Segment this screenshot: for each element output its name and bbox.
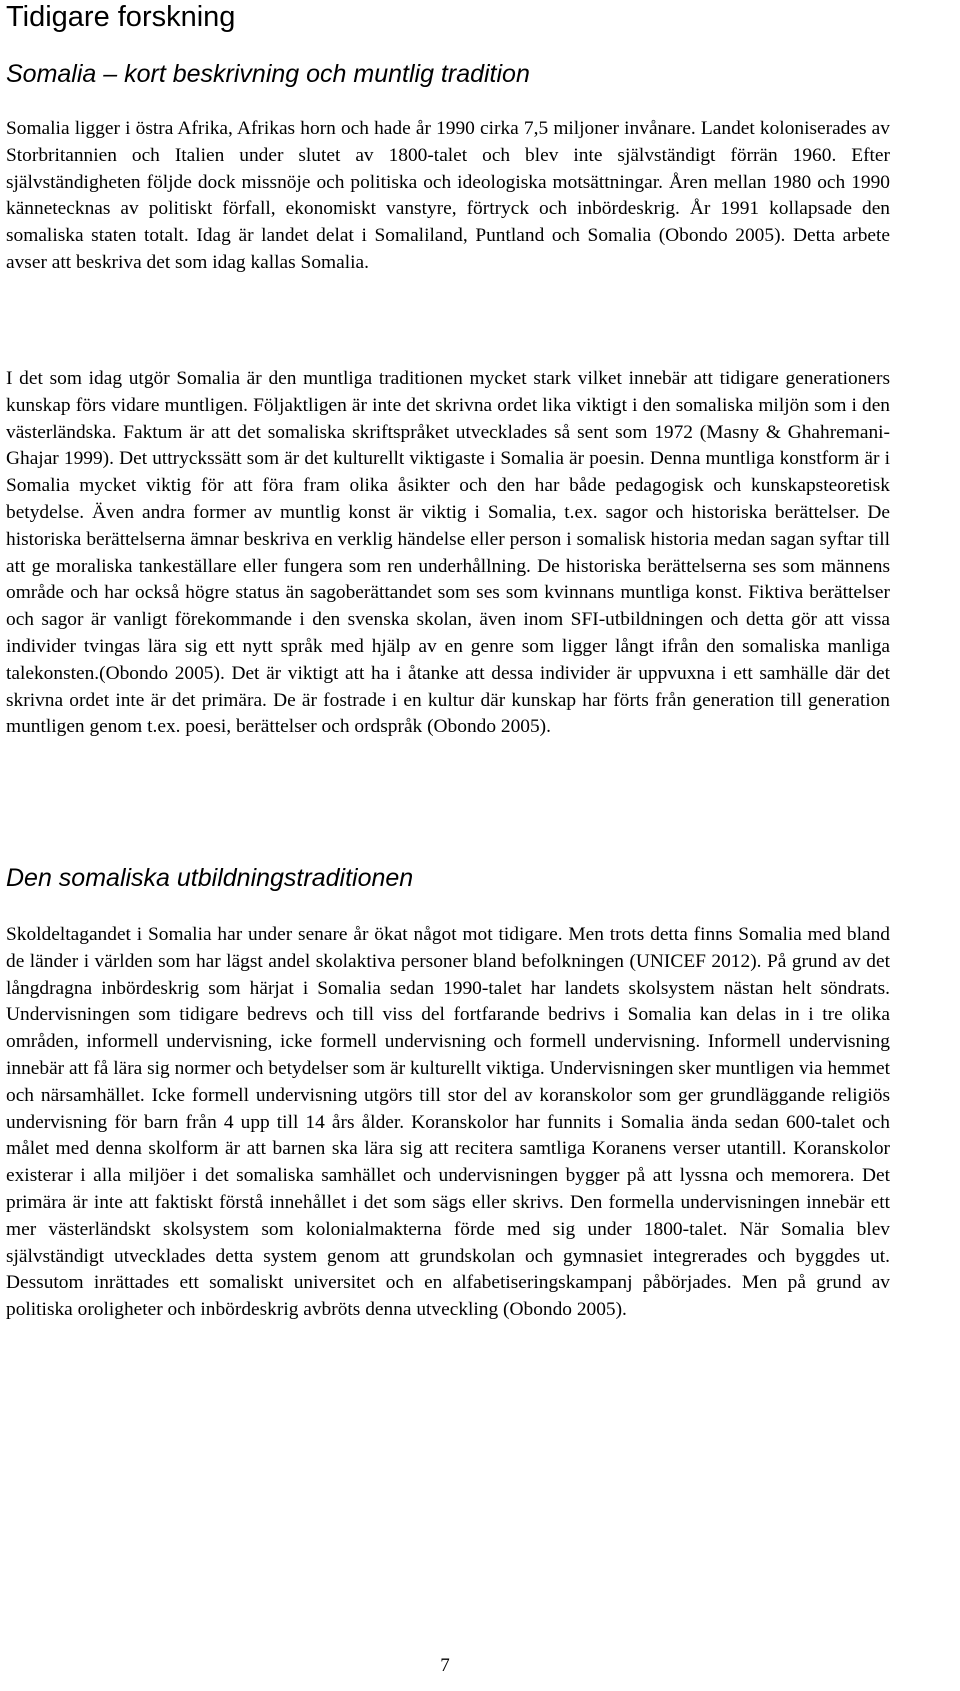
section-heading-education: Den somaliska utbildningstraditionen xyxy=(6,864,414,892)
chapter-heading: Tidigare forskning xyxy=(6,1,236,33)
paragraph-oral-tradition: I det som idag utgör Somalia är den muntliga traditionen mycket stark vilket innebär att tidigare generationers kunskap förs vidare muntligen. Följaktligen är inte det skrivna ordet lika viktigt i den somaliska miljön som i den västerländska. Faktum är att det somaliska skriftspråket utvecklades så sent som 1972 (Masny & Ghahremani-Ghajar 1999). Det uttryckssätt som är det kulturellt viktigaste i Somalia är poesin. Denna muntliga konstform är i Somalia mycket viktig för att föra fram olika åsikter och den har både pedagogisk och kunskapsteoretisk betydelse. Även andra former av muntlig konst är viktig i Somalia, t.ex. sagor och historiska berättelser. De historiska berättelserna ämnar beskriva en verklig händelse eller person i somalisk historia medan sagan syftar till att ge moraliska tankeställare eller fungera som ren underhållning. De historiska berättelserna ses som männens område och har också högre status än sagoberättandet som ses som kvinnans muntliga konst. Fiktiva berättelser och sagor är vanligt förekommande i den svenska skolan, även inom SFI-utbildningen och detta gör att vissa individer tvingas lära sig ett nytt språk med hjälp av en genre som ligger långt ifrån den somaliska manliga talekonsten.(Obondo 2005). Det är viktigt att ha i åtanke att dessa individer är uppvuxna i ett samhälle där det skrivna ordet inte är det primära. De är fostrade i en kultur där kunskap har förts från generation till generation muntligen genom t.ex. poesi, berättelser och ordspråk (Obondo 2005). xyxy=(6,368,890,738)
section-heading-somalia: Somalia – kort beskrivning och muntlig tradition xyxy=(6,60,530,88)
paragraph-education-tradition: Skoldeltagandet i Somalia har under senare år ökat något mot tidigare. Men trots detta finns Somalia med bland de länder i världen som har lägst andel skolaktiva personer bland befolkningen (UNICEF 2012). På grund av det långdragna inbördeskrig som härjat i Somalia sedan 1990-talet har landets skolsystem nästan helt söndrats. Undervisningen som tidigare bedrevs och till viss del fortfarande bedrivs i Somalia kan delas in i tre olika områden, informell undervisning, icke formell undervisning och formell undervisning. Informell undervisning innebär att få lära sig normer och betydelser som är kulturellt viktiga. Undervisningen sker muntligen via hemmet och närsamhället. Icke formell undervisning utgörs till stor del av koranskolor som ger grundläggande religiös undervisning för barn från 4 upp till 14 års ålder. Koranskolor har funnits i Somalia ända sedan 600-talet och målet med denna skolform är att barnen ska lära sig att recitera samtliga Koranens verser utantill. Koranskolor existerar i alla miljöer i det somaliska samhället och undervisningen bygger på att lyssna och memorera. Det primära är inte att faktiskt förstå innehållet i det som sägs eller skrivs. Den formella undervisningen innebär ett mer västerländskt skolsystem som kolonialmakterna förde med sig under 1800-talet. När Somalia blev självständigt utvecklades detta system genom att grundskolan och gymnasiet integrerades och byggdes ut. Dessutom inrättades ett somaliskt universitet och en alfabetiseringskampanj påbörjades. Men på grund av politiska oroligheter och inbördeskrig avbröts denna utveckling (Obondo 2005). xyxy=(6,924,890,1321)
paragraph-somalia-background: Somalia ligger i östra Afrika, Afrikas horn och hade år 1990 cirka 7,5 miljoner invånare. Landet koloniserades av Storbritannien och Italien under slutet av 1800-talet och blev inte självständigt förrän 1960. Efter självständigheten följde dock missnöje och politiska och ideologiska motsättningar. Åren mellan 1980 och 1990 kännetecknas av politiskt förfall, ekonomiskt vanstyre, förtryck och inbördeskrig. År 1991 kollapsade den somaliska staten totalt. Idag är landet delat i Somaliland, Puntland och Somalia (Obondo 2005). Detta arbete avser att beskriva det som idag kallas Somalia. xyxy=(6,118,890,273)
page-number: 7 xyxy=(440,1655,450,1676)
